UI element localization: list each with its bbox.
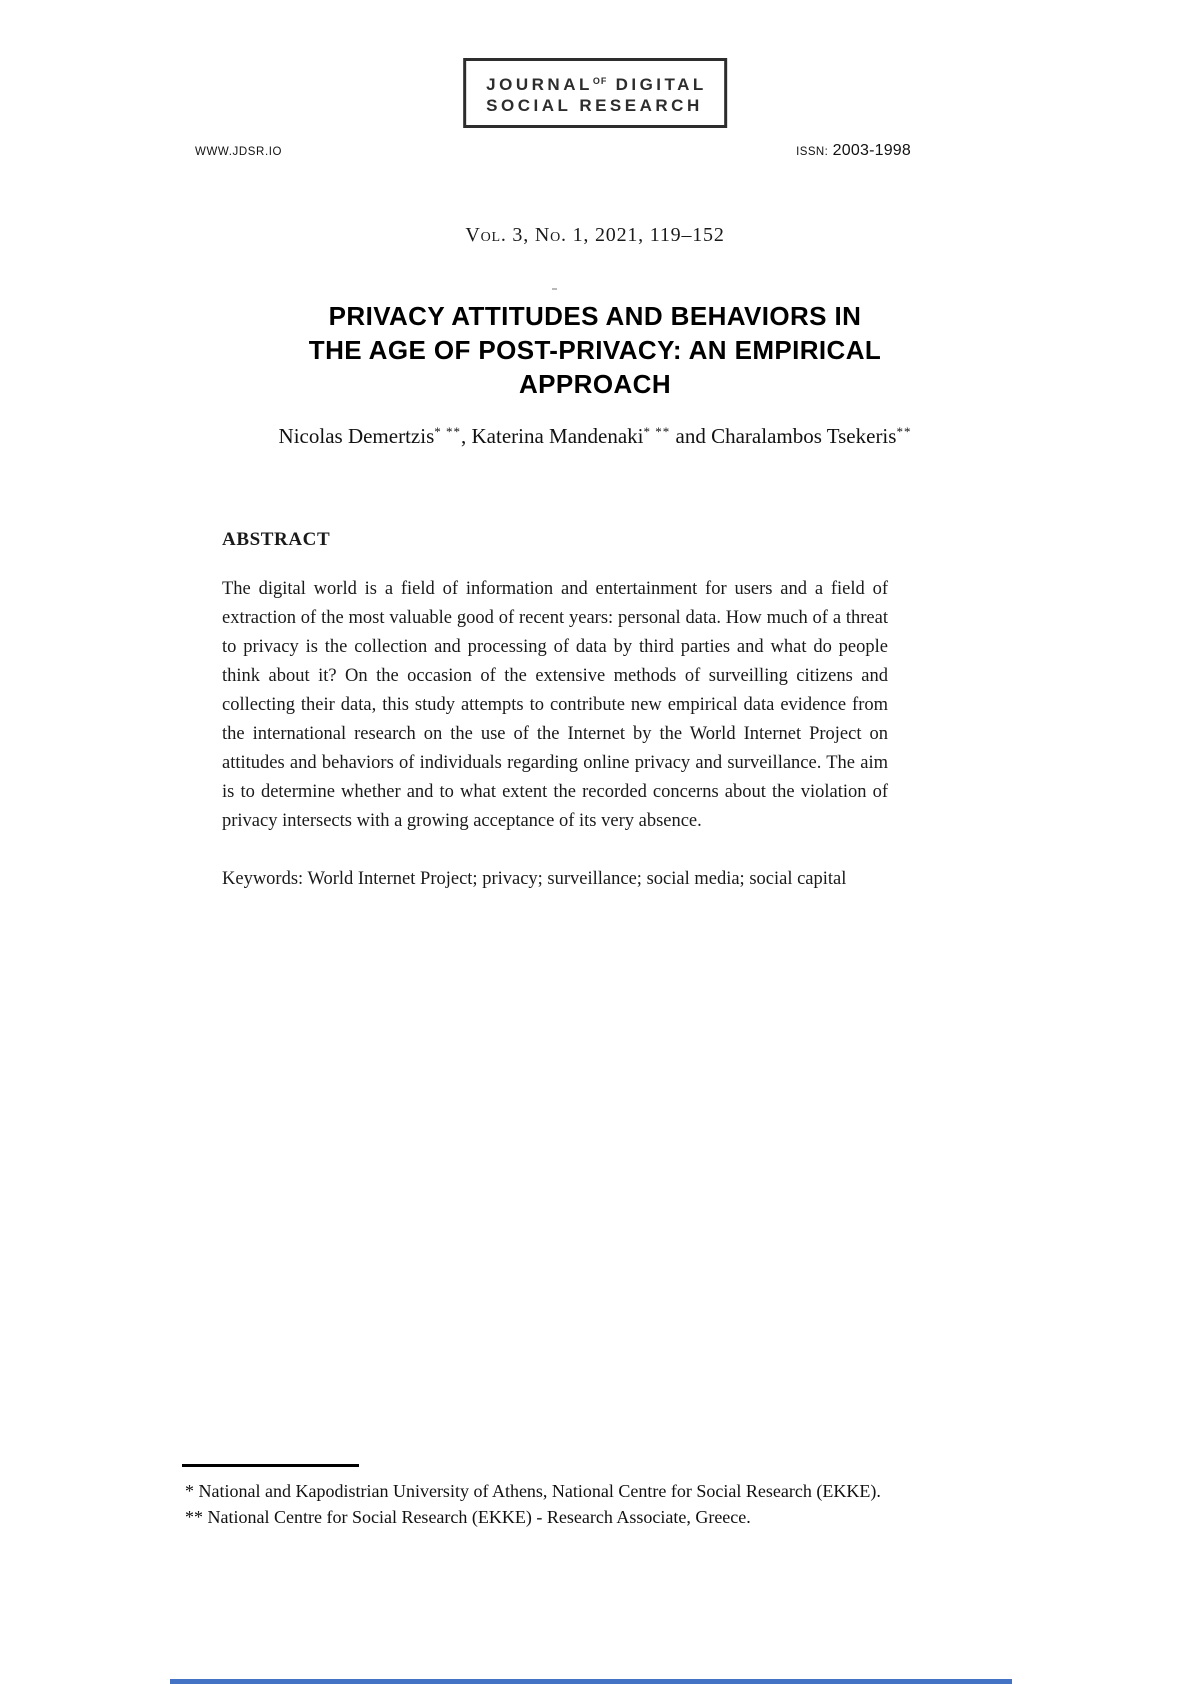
author-separator: , — [461, 424, 472, 448]
logo-word-journal: JOURNAL — [486, 75, 593, 94]
journal-logo — [463, 58, 727, 128]
abstract-section — [222, 529, 888, 894]
article-title-line3: APPROACH — [519, 369, 671, 399]
footnote-separator-rule — [182, 1464, 359, 1467]
issn-field — [796, 142, 911, 160]
logo-word-of: OF — [592, 76, 608, 86]
keywords-line: Keywords: World Internet Project; privacy; surveillance; social media; social capital — [222, 869, 847, 889]
volume-issue-line: Vol. 3, No. 1, 2021, 119–152 — [465, 224, 725, 246]
author-affiliation-marks: * ** — [643, 424, 671, 439]
author-separator: and — [670, 424, 712, 448]
footnote-first-affiliation: * National and Kapodistrian University of Athens, National Centre for Social Research (EKKE). — [185, 1481, 881, 1501]
footnote-section — [185, 1464, 1015, 1530]
author-affiliation-marks: * ** — [434, 424, 461, 439]
stray-mark — [552, 288, 557, 290]
author-name: Nicolas Demertzis — [278, 424, 435, 448]
abstract-heading: ABSTRACT — [222, 529, 331, 550]
issn-value: 2003-1998 — [832, 142, 911, 159]
issn-label: ISSN: — [796, 146, 829, 158]
journal-logo-line2: SOCIAL RESEARCH — [486, 96, 703, 115]
footnote-second-affiliation: ** National Centre for Social Research (EKKE) - Research Associate, Greece. — [185, 1507, 751, 1527]
journal-logo-line1 — [486, 71, 707, 95]
author-name: Katerina Mandenaki — [471, 424, 644, 448]
author-name: Charalambos Tsekeris — [711, 424, 897, 448]
journal-website-link[interactable]: WWW.JDSR.IO — [195, 146, 283, 158]
author-affiliation-marks: ** — [896, 424, 912, 439]
authors-line — [0, 424, 1190, 449]
abstract-body: The digital world is a field of information and entertainment for users and a field of extraction of the most valuable good of recent years: personal data. How much of a threat to privacy is the collection and processing of data by third parties and what do people think about it? On the occasion of the extensive methods of surveilling citizens and collecting their data, this study attempts to contribute new empirical data evidence from the international research on the use of the Internet by the World Internet Project on attitudes and behaviors of individuals regarding online privacy and surveillance. The aim is to determine whether and to what extent the recorded concerns about the violation of privacy intersects with a growing acceptance of its very absence. — [222, 579, 888, 831]
logo-word-digital: DIGITAL — [615, 75, 707, 94]
article-title-line2: THE AGE OF POST-PRIVACY: AN EMPIRICAL — [308, 335, 882, 365]
page-bottom-accent-bar — [170, 1679, 1012, 1684]
article-title — [0, 299, 1190, 401]
article-title-line1: PRIVACY ATTITUDES AND BEHAVIORS IN — [328, 301, 862, 331]
